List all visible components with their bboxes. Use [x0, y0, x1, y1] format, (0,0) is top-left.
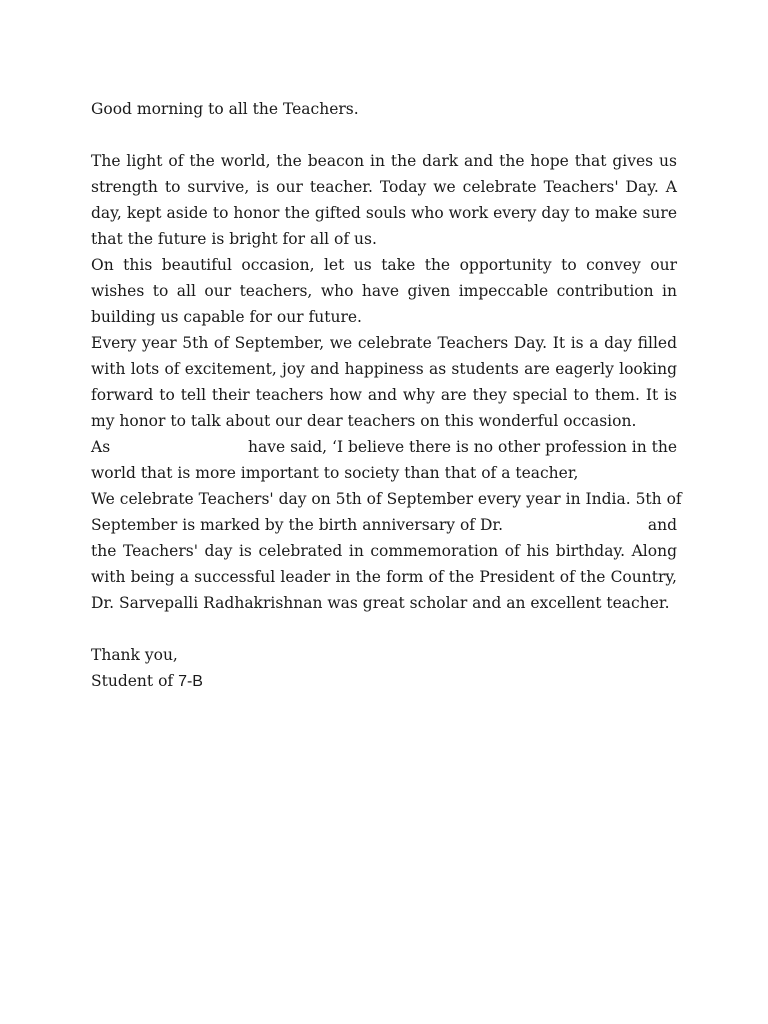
quote-line-2 [91, 460, 677, 486]
quote-line-2-text: world that is more important to society than that of a teacher, [91, 464, 579, 482]
paragraph-celebrate-rest: the Teachers' day is celebrated in commemoration of his birthday. Along with being a successful leader in the form of the President of the Country, Dr. Sarvepalli Radhakrishnan was great scholar and an excellent teacher. [91, 542, 677, 612]
signature-line [91, 668, 677, 695]
paragraph-celebrate-line-2-start: September is marked by the birth anniversary of Dr. [91, 516, 504, 534]
signature-prefix: Student of [91, 672, 179, 690]
paragraph-celebrate-line-2 [91, 512, 677, 538]
paragraph-occasion: On this beautiful occasion, let us take the opportunity to convey our wishes to all our teachers, who have given impeccable contribution in building us capable for our future. [91, 256, 677, 326]
paragraph-celebrate-line-1 [91, 486, 682, 512]
paragraph-teacher-light: The light of the world, the beacon in the dark and the hope that gives us strength to survive, is our teacher. Today we celebrate Teachers' Day. A day, kept aside to honor the gifted souls who work every day to make sure that the future is bright for all of us. [91, 152, 677, 248]
letter-page [91, 96, 682, 695]
paragraph-celebrate-line-1-text: We celebrate Teachers' day on 5th of September every year in India. 5th of [91, 490, 682, 508]
paragraph-celebrate-line-2-end: and [647, 516, 677, 534]
quote-line-1 [91, 434, 677, 460]
paragraph-september: Every year 5th of September, we celebrate Teachers Day. It is a day filled with lots of excitement, joy and happiness as students are eagerly looking forward to tell their teachers how and why are they special to them. It is my honor to talk about our dear teachers on this wonderful occasion. [91, 334, 677, 430]
signature-class: 7-B [178, 673, 203, 690]
greeting-line: Good morning to all the Teachers. [91, 100, 359, 118]
blank-line [91, 616, 677, 642]
blank-line [91, 122, 677, 148]
quote-line-1-end: have said, ‘I believe there is no other profession in the [248, 438, 677, 456]
quote-line-1-start: As [91, 438, 111, 456]
thanks-line: Thank you, [91, 646, 178, 664]
